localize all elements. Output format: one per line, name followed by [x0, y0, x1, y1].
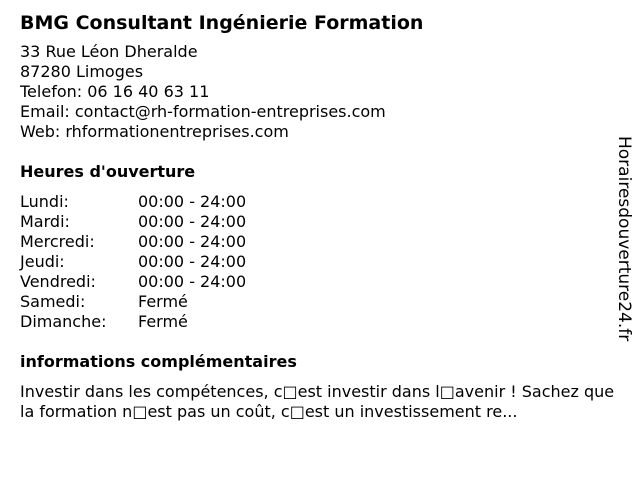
site-watermark: Horairesdouverture24.fr: [614, 136, 634, 342]
hours-day-label: Vendredi:: [20, 272, 96, 291]
hours-day-label: Mercredi:: [20, 232, 95, 251]
hours-day-label: Dimanche:: [20, 312, 107, 331]
hours-row-sunday: [20, 312, 620, 332]
address-street: 33 Rue Léon Dheralde: [20, 42, 198, 61]
hours-day-label: Mardi:: [20, 212, 70, 231]
address-city: 87280 Limoges: [20, 62, 144, 81]
additional-info-heading: informations complémentaires: [20, 352, 297, 371]
hours-time-value: 00:00 - 24:00: [138, 252, 247, 271]
phone-line: Telefon: 06 16 40 63 11: [20, 82, 210, 101]
hours-time-value: Fermé: [138, 292, 188, 311]
hours-row-thursday: [20, 252, 620, 272]
hours-row-wednesday: [20, 232, 620, 252]
hours-row-monday: [20, 192, 620, 212]
hours-time-value: Fermé: [138, 312, 188, 331]
hours-row-tuesday: [20, 212, 620, 232]
hours-day-label: Samedi:: [20, 292, 86, 311]
hours-time-value: 00:00 - 24:00: [138, 212, 247, 231]
business-card: [20, 10, 620, 422]
hours-row-friday: [20, 272, 620, 292]
opening-hours-list: [20, 192, 620, 332]
hours-time-value: 00:00 - 24:00: [138, 192, 247, 211]
email-line: Email: contact@rh-formation-entreprises.com: [20, 102, 386, 121]
business-name: BMG Consultant Ingénierie Formation: [20, 12, 424, 34]
web-line: Web: rhformationentreprises.com: [20, 122, 289, 141]
opening-hours-heading: Heures d'ouverture: [20, 162, 196, 181]
hours-time-value: 00:00 - 24:00: [138, 272, 247, 291]
hours-day-label: Jeudi:: [20, 252, 65, 271]
hours-row-saturday: [20, 292, 620, 312]
hours-day-label: Lundi:: [20, 192, 69, 211]
hours-time-value: 00:00 - 24:00: [138, 232, 247, 251]
additional-info-text: Investir dans les compétences, c□est investir dans l□avenir ! Sachez que la formation n□est pas un coût, c□est un investissement re...: [20, 382, 615, 421]
